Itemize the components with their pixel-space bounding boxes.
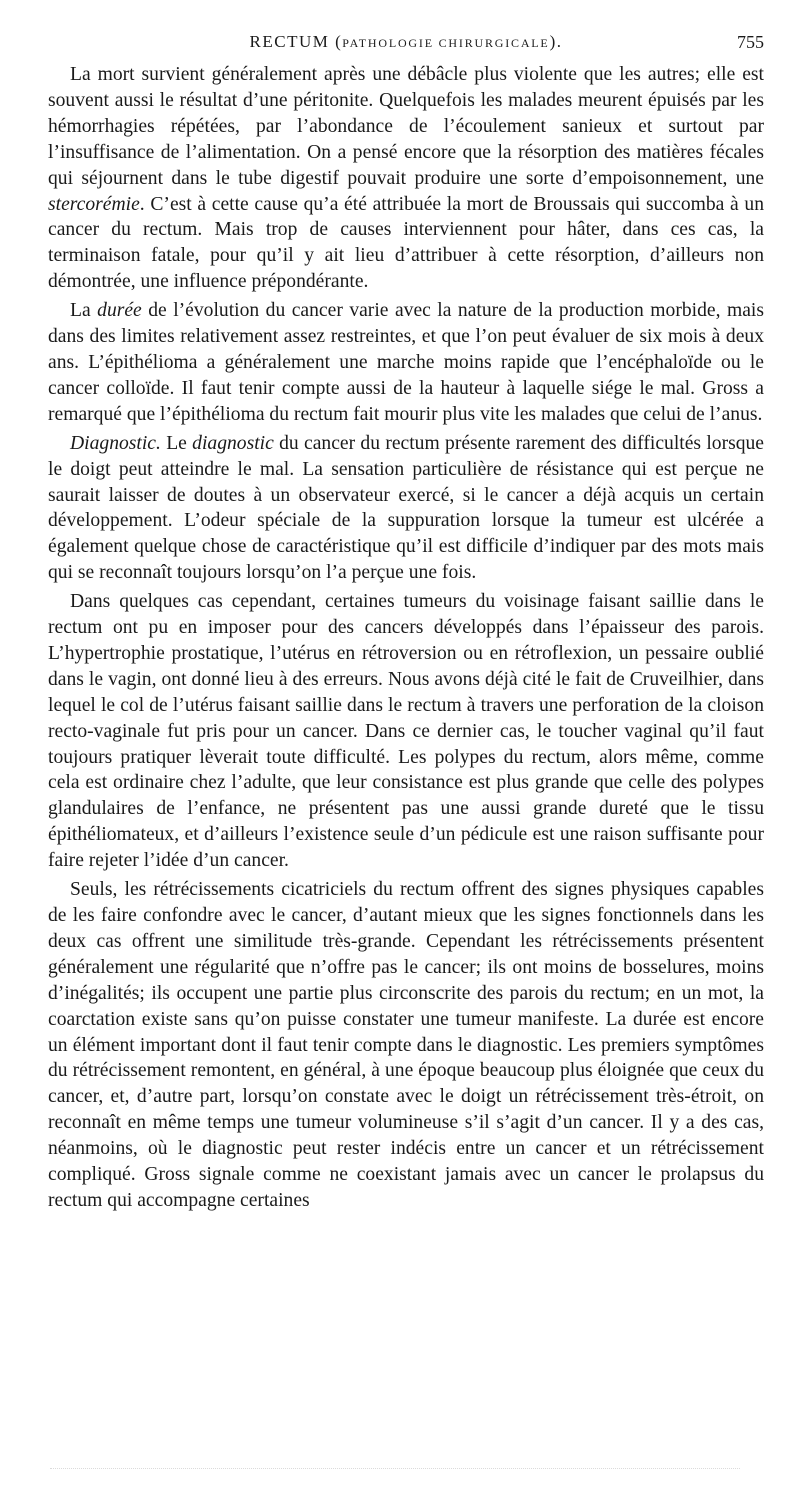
text-run: Dans quelques cas cependant, certaines tumeurs du voisinage faisant saillie dans le rectum ont pu en imposer pour des cancers développés dans l’épaisseur des parois. L’hypertrophie prostatique, l’utérus en rétroversion ou en rétroflexion, un pessaire oublié dans le vagin, ont donné lieu à des erreurs. Nous avons déjà cité le fait de Cruveilhier, dans lequel le col de l’utérus faisant saillie dans le rectum à travers une perforation de la cloison recto-vaginale fut pris pour un cancer. Dans ce dernier cas, le toucher vaginal qu’il faut toujours pratiquer lèverait toute difficulté. Les polypes du rectum, alors même, comme cela est ordinaire chez l’adulte, que leur consistance est plus grande que celle des polypes glandulaires de l’enfance, ne présentent pas une aussi grande dureté que le tissu épithéliomateux, et d’ailleurs l’existence seule d’un pédicule est une raison suffisante pour faire rejeter l’idée d’un cancer. — [48, 591, 764, 872]
text-run: de l’évolution du cancer varie avec la nature de la production morbide, mais dans des limites relativement assez restreintes, et que l’on peut évaluer de six mois à deux ans. L’épithélioma a généralement une marche moins rapide que l’encéphaloïde ou le cancer colloïde. Il faut tenir compte aussi de la hauteur à laquelle siége le mal. Gross a remarqué que l’épithélioma du rectum fait mourir plus vite les malades que celui de l’anus. — [48, 300, 764, 425]
text-run: La — [70, 300, 98, 322]
paragraph — [48, 298, 764, 428]
italic-term: Diagnostic. — [70, 432, 161, 454]
text-run: Seuls, les rétrécissements cicatriciels du rectum offrent des signes physiques capables de les faire confondre avec le cancer, d’autant mieux que les signes fonctionnels dans les deux cas offrent une similitude très-grande. Cependant les rétrécissements présentent généralement une régularité que n’offre pas le cancer; ils ont moins de bosselures, moins d’inégalités; ils occupent une partie plus circonscrite des parois du rectum; en un mot, la coarctation existe sans qu’on puisse constater une tumeur manifeste. La durée est encore un élément important dont il faut tenir compte dans le diagnostic. Les premiers symptômes du rétrécissement remontent, en général, à une époque beaucoup plus éloignée que ceux du cancer, et, d’autre part, lorsqu’on constate avec le doigt un rétrécissement très-étroit, on reconnaît en même temps une tumeur volumineuse s’il s’agit d’un cancer. Il y a des cas, néanmoins, où le diagnostic peut rester indécis entre un cancer et un rétrécissement compliqué. Gross signale comme ne coexistant jamais avec un cancer le prolapsus du rectum qui accompagne certaines — [48, 879, 764, 1211]
body-text — [48, 62, 764, 1214]
text-run: Le — [160, 432, 193, 454]
paragraph — [48, 589, 764, 874]
running-title — [48, 32, 764, 52]
italic-term: stercorémie — [48, 193, 140, 215]
paragraph — [48, 62, 764, 295]
text-run: . C’est à cette cause qu’a été attribuée la mort de Broussais qui succomba à un cancer du rectum. Mais trop de causes interviennent pour hâter, dans ces cas, la terminaison fatale, pour qu’il y ait lieu d’attribuer à cette résorption, d’ailleurs non démontrée, une influence prépondérante. — [48, 193, 764, 293]
running-title-end: ). — [549, 32, 563, 51]
italic-term: durée — [97, 300, 142, 322]
text-run: du cancer du rectum présente rarement des difficultés lorsque le doigt peut atteindre le mal. La sensation particulière de résistance qui est perçue ne saurait laisser de doutes à un observateur exercé, si le cancer a déjà acquis un certain développement. L’odeur spéciale de la suppuration lorsque la tumeur est ulcérée a également quelque chose de caractéristique qu’il est difficile d’indiquer par des mots mais qui se reconnaît toujours lorsqu’on l’a perçue une fois. — [48, 432, 765, 584]
paragraph — [48, 431, 764, 586]
running-header — [48, 28, 764, 62]
paragraph — [48, 877, 764, 1214]
page-bottom-specks — [50, 1462, 740, 1469]
running-title-main: RECTUM ( — [249, 32, 343, 51]
page-number: 755 — [737, 32, 764, 52]
running-title-subject: PATHOLOGIE CHIRURGICALE — [342, 36, 550, 50]
italic-term: diagnostic — [192, 432, 274, 454]
text-run: La mort survient généralement après une débâcle plus violente que les autres; elle est souvent aussi le résultat d’une péritonite. Quelquefois les malades meurent épuisés par les hémorrhagies répétées, par l’abondance de l’écoulement sanieux et surtout par l’insuffisance de l’alimentation. On a pensé encore que la résorption des matières fécales qui séjournent dans le tube digestif pouvait produire une sorte d’empoisonnement, une — [48, 64, 764, 189]
